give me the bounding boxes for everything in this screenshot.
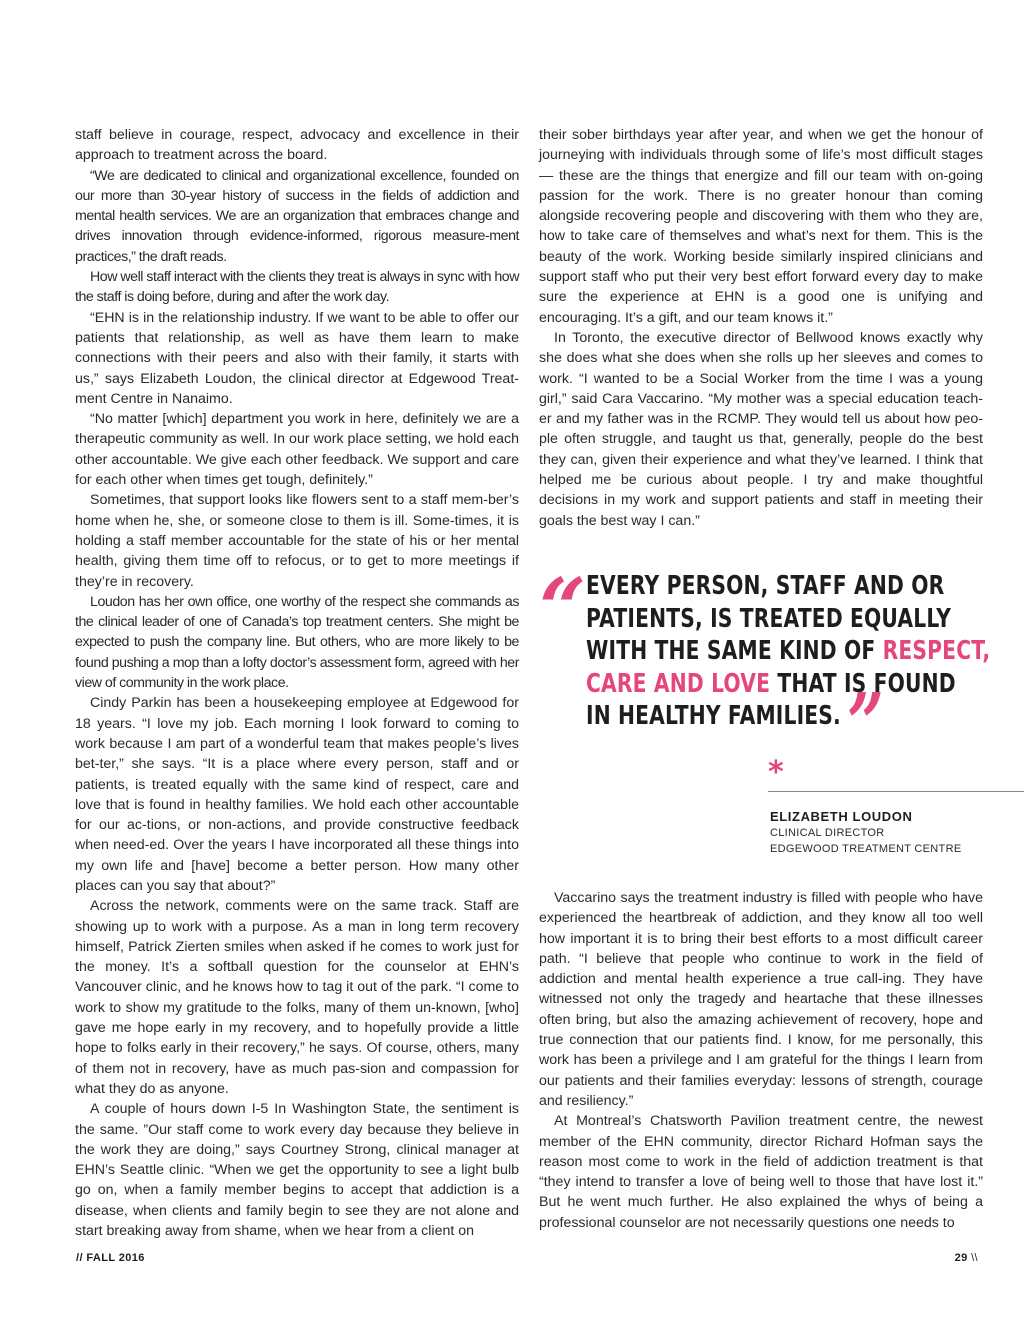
paragraph: staff believe in courage, respect, advocacy and excellence in their approach to treatment across the board. <box>75 127 519 164</box>
pull-quote-fragment: IN HEALTHY FAMILIES. <box>586 701 841 731</box>
pull-quote-line: EVERY PERSON, STAFF AND OR <box>586 571 945 601</box>
paragraph: In Toronto, the executive director of Bellwood knows exactly why she does what she does when she rolls up her sleeves and comes to work. “I wanted to be a Social Worker from the time I was a young girl,” said Cara Vaccarino. “My mother was a special education teach-er and my father was in the RCMP. They would tell us about how peo-ple often struggle, and taught us that, generally, people do the best they can, given their experience and what they’ve learned. I think that helped me be curious about people. I try and make thoughtful decisions in my work and support patients and staff in meeting their goals the best way I can.” <box>539 329 983 529</box>
page-number: 29 <box>954 1252 968 1264</box>
paragraph: “No matter [which] department you work in here, definitely we are a therapeutic community as well. In our work place setting, we hold each other accountable. We give each other feedback. We support and care for each other when times get tough, definitely.” <box>75 411 519 489</box>
quote-attribution <box>770 809 961 857</box>
paragraph: A couple of hours down I-5 In Washington State, the sentiment is the same. ”Our staff come to work every day because they believe in the work they are doing,” says Courtney Strong, clinical manager at EHN’s Seattle clinic. “When we get the opportunity to see a light bulb go on, when a family member begins to accept that addiction is a disease, when clients and family begin to see they are not alone and start breaking away from shame, when we hear from a client on <box>75 1101 519 1240</box>
pull-quote-fragment: WITH THE SAME KIND OF <box>586 636 883 666</box>
paragraph: How well staff interact with the clients they treat is always in sync with how the staff is doing before, during and after the work day. <box>75 269 519 306</box>
paragraph: Vaccarino says the treatment industry is filled with people who have experienced the heartbreak of addiction, and they know all too well how important it is to bring their best efforts to a most difficult career path. “I believe that people who continue to work in the field of addiction and mental health experience a true call-ing. They have witnessed not only the tragedy and heartache that these illnesses often bring, but also the amazing achievement of recovery, hope and true connection that our patients find. I know, for me personally, this work has been a privilege and I am grateful for the things I learn from our patients and their families everyday: lessons of strength, courage and resiliency.” <box>539 890 983 1109</box>
attribution-name: ELIZABETH LOUDON <box>770 809 913 824</box>
pull-quote-fragment: THAT IS FOUND <box>770 668 956 699</box>
paragraph: Across the network, comments were on the same track. Staff are showing up to work with a purpose. As a man in long term recovery himself, Patrick Zierten smiles when asked if he comes to work just for the money. It’s a softball question for the counselor at EHN’s Vancouver clinic, and he knows how to tag it out of the park. “I come to work to show my gratitude to the folks, many of them un-known, [who] gave me hope early in my recovery, and to hopefully provide a little hope to folks early in their recovery,” he says. Of course, others, many of them not in recovery, have as much pas-sion and compassion for what they do as anyone. <box>75 898 519 1097</box>
page-slashes: \\ <box>971 1252 978 1264</box>
pull-quote <box>539 561 999 772</box>
footer-page-number <box>955 1252 978 1264</box>
pull-quote-highlight: CARE AND LOVE <box>586 668 771 699</box>
paragraph: At Montreal’s Chatsworth Pavilion treatment centre, the newest member of the EHN community, director Richard Hofman says the reason most come to work in the field of addiction treatment is that “they intend to transfer a love of being well to those that have lost it.” But he went much further. He also explained the whys of being a professional counselor are not necessarily questions one needs to <box>539 1113 983 1231</box>
paragraph: Sometimes, that support looks like flowers sent to a staff mem-ber’s home when he, she, or someone close to them is ill. Some-times, it is holding a staff member accountable for the state of his or her mental health, giving them time off to refocus, or to get to more meetings if they’re in recovery. <box>75 492 519 590</box>
attribution-organization: EDGEWOOD TREATMENT CENTRE <box>770 843 962 855</box>
pull-quote-line: PATIENTS, IS TREATED EQUALLY <box>586 603 952 634</box>
left-column <box>75 125 519 1241</box>
paragraph: “EHN is in the relationship industry. If we want to be able to offer our patients that relationship, as well as have them learn to make connections with their peers and also with their family, it starts with us,” says Elizabeth Loudon, the clinical director at Edgewood Treat-ment Centre in Nanaimo. <box>75 309 519 407</box>
paragraph: “We are dedicated to clinical and organizational excellence, founded on our more than 30-year history of success in the fields of addiction and mental health services. We are an organization that embraces change and drives innovation through evidence-informed, rigorous measure-ment practices,” the draft reads. <box>75 167 519 265</box>
paragraph: Loudon has her own office, one worthy of the respect she commands as the clinical leader of one of Canada’s top treatment centers. She might be expected to push the company line. But others, who are more likely to be found pushing a mop than a lofty doctor’s assessment form, agreed with her view of community in the work place. <box>75 593 519 692</box>
divider <box>768 791 1024 792</box>
pull-quote-text <box>586 570 991 772</box>
paragraph: Cindy Parkin has been a housekeeping employee at Edgewood for 18 years. “I love my job. Each morning I look forward to coming to work because I am part of a wonderful team that makes people’s lives bet-ter,” she says. “It is a place where every person, staff and or patients, is treated equally with the same kind of respect, care and love that is found in healthy families. We hold each other accountable for our ac-tions, or non-actions, and provide constructive feedback when need-ed. Over the years I have incorporated all these things into my own life and [have] become a better person. How many other places can you say that about?” <box>75 695 519 894</box>
pull-quote-open-mark: “ <box>539 561 579 657</box>
right-column-top <box>539 125 983 531</box>
paragraph: their sober birthdays year after year, and when we get the honour of journeying with individuals through some of life’s most difficult stages — these are the things that energize and fill our team with on-going passion for the work. There is no greater honour than coming alongside recovering people and discovering with them who they are, how to take care of themselves and what’s next for them. This is the beauty of the work. Working beside similarly inspired clinicians and support staff who put their very best effort forward every day to make sure the experience at EHN is a good one is unifying and encouraging. It’s a gift, and our team knows it.” <box>539 127 983 326</box>
asterisk-icon: * <box>768 755 784 790</box>
attribution-title: CLINICAL DIRECTOR <box>770 827 885 839</box>
right-column-bottom <box>539 888 983 1233</box>
footer-issue: // FALL 2016 <box>76 1252 145 1264</box>
pull-quote-highlight: RESPECT, <box>882 636 991 666</box>
pull-quote-line <box>586 635 991 668</box>
pull-quote-close-mark: ” <box>847 676 878 772</box>
